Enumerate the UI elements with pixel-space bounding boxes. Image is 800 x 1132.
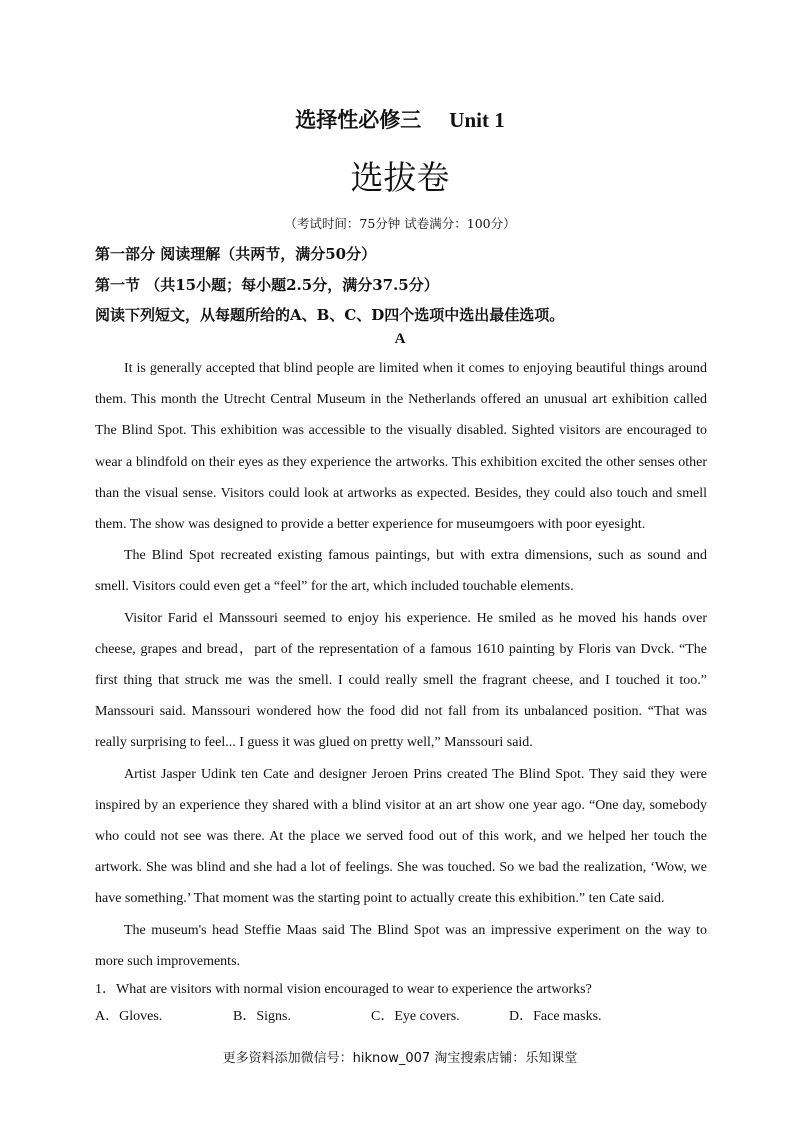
page-title — [0, 104, 800, 134]
paragraph: Visitor Farid el Manssouri seemed to enjoy his experience. He smiled as he moved his hands over cheese, grapes and bread，part of the representation of a famous 1610 painting by Floris van Dvck. “The first thing that struck me was the smell. I could really smell the fragrant cheese, and I touched it too.” Manssouri said. Manssouri wondered how the food did not fall from its unbalanced position. “That was really surprising to feel... I guess it was glued on pretty well,” Manssouri said. — [95, 610, 707, 751]
paragraph: The Blind Spot recreated existing famous paintings, but with extra dimensions, such as sound and smell. Visitors could even get a “feel” for the art, which included touchable elements. — [95, 548, 707, 595]
paragraph: It is generally accepted that blind people are limited when it comes to enjoying beautiful things around them. This month the Utrecht Central Museum in the Netherlands offered an unusual art exhibition called The Blind Spot. This exhibition was accessible to the visually disabled. Sighted visitors are encouraged to wear a blindfold on their eyes as they experience the artworks. This exhibition excited the other senses other than the visual sense. Visitors could look at artworks as expected. Besides, they could also touch and smell them. The show was designed to provide a better experience for museumgoers with poor eyesight. — [95, 361, 707, 533]
option-c: C．Eye covers. — [371, 1009, 460, 1024]
option-a: A．Gloves. — [95, 1009, 163, 1024]
option-b: B．Signs. — [233, 1009, 291, 1024]
passage-body — [95, 353, 707, 977]
paragraph: Artist Jasper Udink ten Cate and designer Jeroen Prins created The Blind Spot. They said they were inspired by an experience they shared with a blind visitor at an art show one year ago. “One day, somebody who could not see was there. At the place we served food out of this work, and we helped her touch the artwork. She was blind and she had a lot of feelings. She was touched. So we bad the realization, ‘Wow, we have something.’ That moment was the starting point to actually create this exhibition.” ten Cate said. — [95, 766, 707, 907]
section-heading: 第一节 （共15小题；每小题2.5分，满分37.5分） — [95, 276, 439, 294]
paragraph: The museum's head Steffie Maas said The Blind Spot was an impressive experiment on the way to more such improvements. — [95, 922, 707, 969]
footer-note: 更多资料添加微信号：hiknow_007 淘宝搜索店铺：乐知课堂 — [222, 1051, 578, 1066]
part-heading: 第一部分 阅读理解（共两节，满分50分） — [95, 245, 377, 263]
option-d: D．Face masks. — [509, 1009, 602, 1024]
title-unit: Unit 1 — [449, 108, 505, 132]
passage-letter: A — [394, 331, 406, 347]
question-1-options — [95, 1001, 707, 1029]
title-chinese: 选择性必修三 — [295, 107, 422, 132]
question-1: 1．What are visitors with normal vision encouraged to wear to experience the artworks? — [95, 982, 592, 997]
instruction-text: 阅读下列短文，从每题所给的A、B、C、D四个选项中选出最佳选项。 — [95, 306, 565, 324]
exam-info: （考试时间：75分钟 试卷满分：100分） — [284, 216, 516, 231]
page-subtitle: 选拔卷 — [350, 158, 450, 197]
